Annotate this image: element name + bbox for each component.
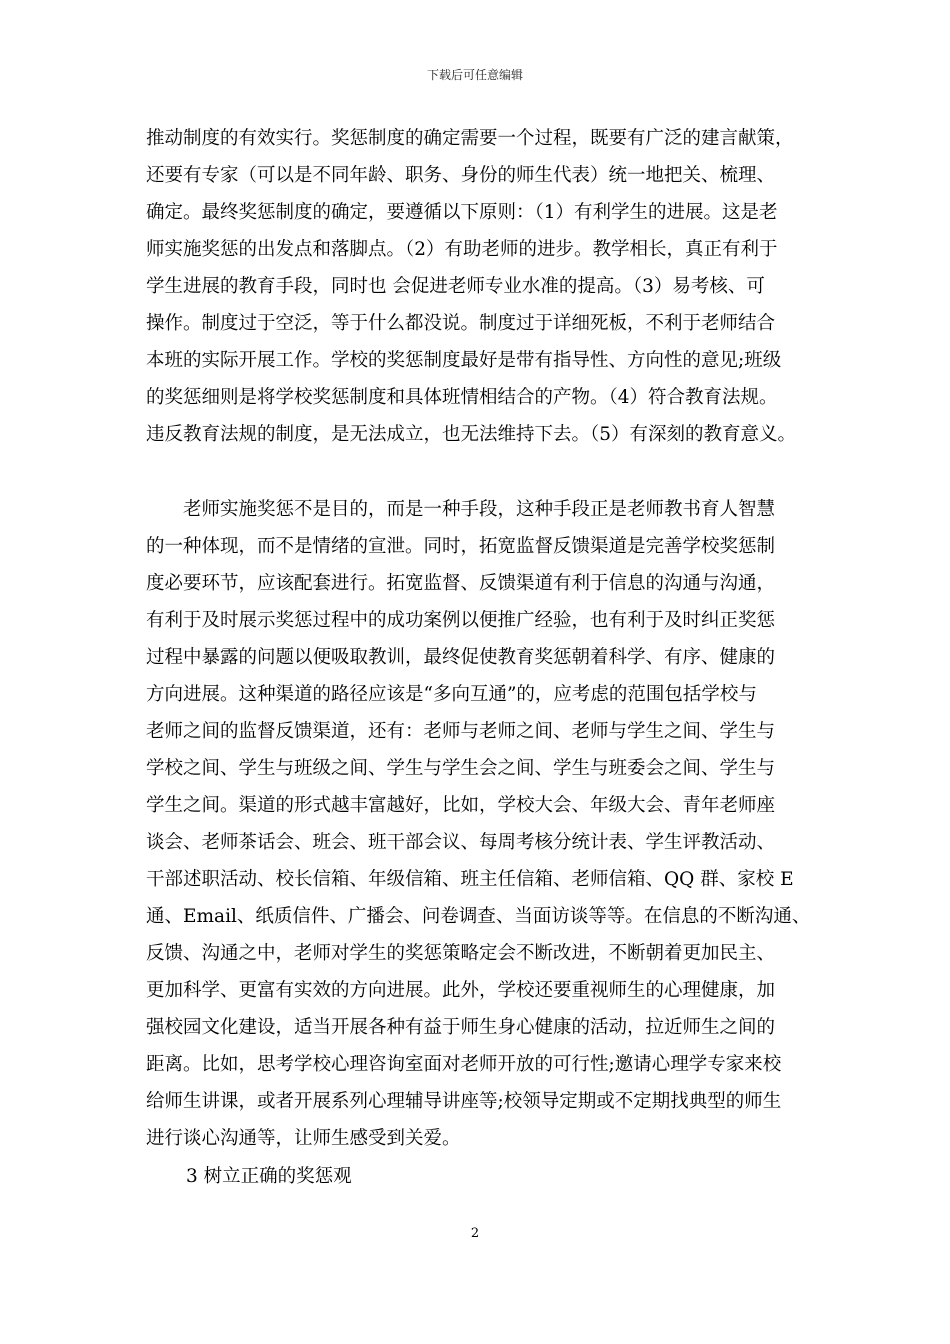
text-line: 本班的实际开展工作。学校的奖惩制度最好是带有指导性、方向性的意见;班级 <box>146 350 782 371</box>
text-line: 老师实施奖惩不是目的，而是一种手段，这种手段正是老师教书育人智慧 <box>146 499 776 520</box>
text-line: 距离。比如，思考学校心理咨询室面对老师开放的可行性;邀请心理学专家来校 <box>146 1054 782 1075</box>
text-line: 更加科学、更富有实效的方向进展。此外，学校还要重视师生的心理健康，加 <box>146 980 776 1001</box>
text-line: 过程中暴露的问题以便吸取教训，最终促使教育奖惩朝着科学、有序、健康的 <box>146 647 776 668</box>
page-number: 2 <box>470 1226 480 1241</box>
text-line: 老师之间的监督反馈渠道，还有：老师与老师之间、老师与学生之间、学生与 <box>146 721 776 742</box>
text-line: 还要有专家（可以是不同年龄、职务、身份的师生代表）统一地把关、梳理、 <box>146 165 776 186</box>
text-line: 反馈、沟通之中，老师对学生的奖惩策略定会不断改进，不断朝着更加民主、 <box>146 943 776 964</box>
paragraph-1 <box>146 120 822 453</box>
text-line: 操作。制度过于空泛，等于什么都没说。制度过于详细死板，不利于老师结合 <box>146 313 776 334</box>
text-line: 给师生讲课，或者开展系列心理辅导讲座等;校领导定期或不定期找典型的师生 <box>146 1091 782 1112</box>
text-line: 的奖惩细则是将学校奖惩制度和具体班情相结合的产物。（4）符合教育法规。 <box>146 387 778 408</box>
text-line: 通、Email、纸质信件、广播会、问卷调查、当面访谈等等。在信息的不断沟通、 <box>146 906 811 927</box>
paragraph-2 <box>146 491 822 1157</box>
text-line: 有利于及时展示奖惩过程中的成功案例以便推广经验，也有利于及时纠正奖惩 <box>146 610 776 631</box>
text-line: 方向进展。这种渠道的路径应该是“多向互通”的，应考虑的范围包括学校与 <box>146 684 757 705</box>
section-heading: 3 树立正确的奖惩观 <box>186 1166 352 1187</box>
page-header: 下载后可任意编辑 <box>426 68 523 82</box>
text-line: 进行谈心沟通等，让师生感受到关爱。 <box>146 1128 461 1149</box>
text-line: 师实施奖惩的出发点和落脚点。（2）有助老师的进步。教学相长，真正有利于 <box>146 239 778 260</box>
text-line: 强校园文化建设，适当开展各种有益于师生身心健康的活动，拉近师生之间的 <box>146 1017 776 1038</box>
text-line: 学生进展的教育手段，同时也 会促进老师专业水准的提高。（3）易考核、可 <box>146 276 765 297</box>
text-line: 干部述职活动、校长信箱、年级信箱、班主任信箱、老师信箱、QQ 群、家校 E <box>146 869 794 890</box>
text-line: 度必要环节，应该配套进行。拓宽监督、反馈渠道有利于信息的沟通与沟通， <box>146 573 776 594</box>
text-line: 确定。最终奖惩制度的确定，要遵循以下原则：（1）有利学生的进展。这是老 <box>146 202 778 223</box>
text-line: 违反教育法规的制度，是无法成立，也无法维持下去。（5）有深刻的教育意义。 <box>146 424 797 445</box>
text-line: 推动制度的有效实行。奖惩制度的确定需要一个过程，既要有广泛的建言献策， <box>146 128 794 149</box>
text-line: 谈会、老师茶话会、班会、班干部会议、每周考核分统计表、学生评教活动、 <box>146 832 776 853</box>
text-line: 学校之间、学生与班级之间、学生与学生会之间、学生与班委会之间、学生与 <box>146 758 776 779</box>
text-line: 的一种体现，而不是情绪的宣泄。同时，拓宽监督反馈渠道是完善学校奖惩制 <box>146 536 776 557</box>
text-line: 学生之间。渠道的形式越丰富越好，比如，学校大会、年级大会、青年老师座 <box>146 795 776 816</box>
